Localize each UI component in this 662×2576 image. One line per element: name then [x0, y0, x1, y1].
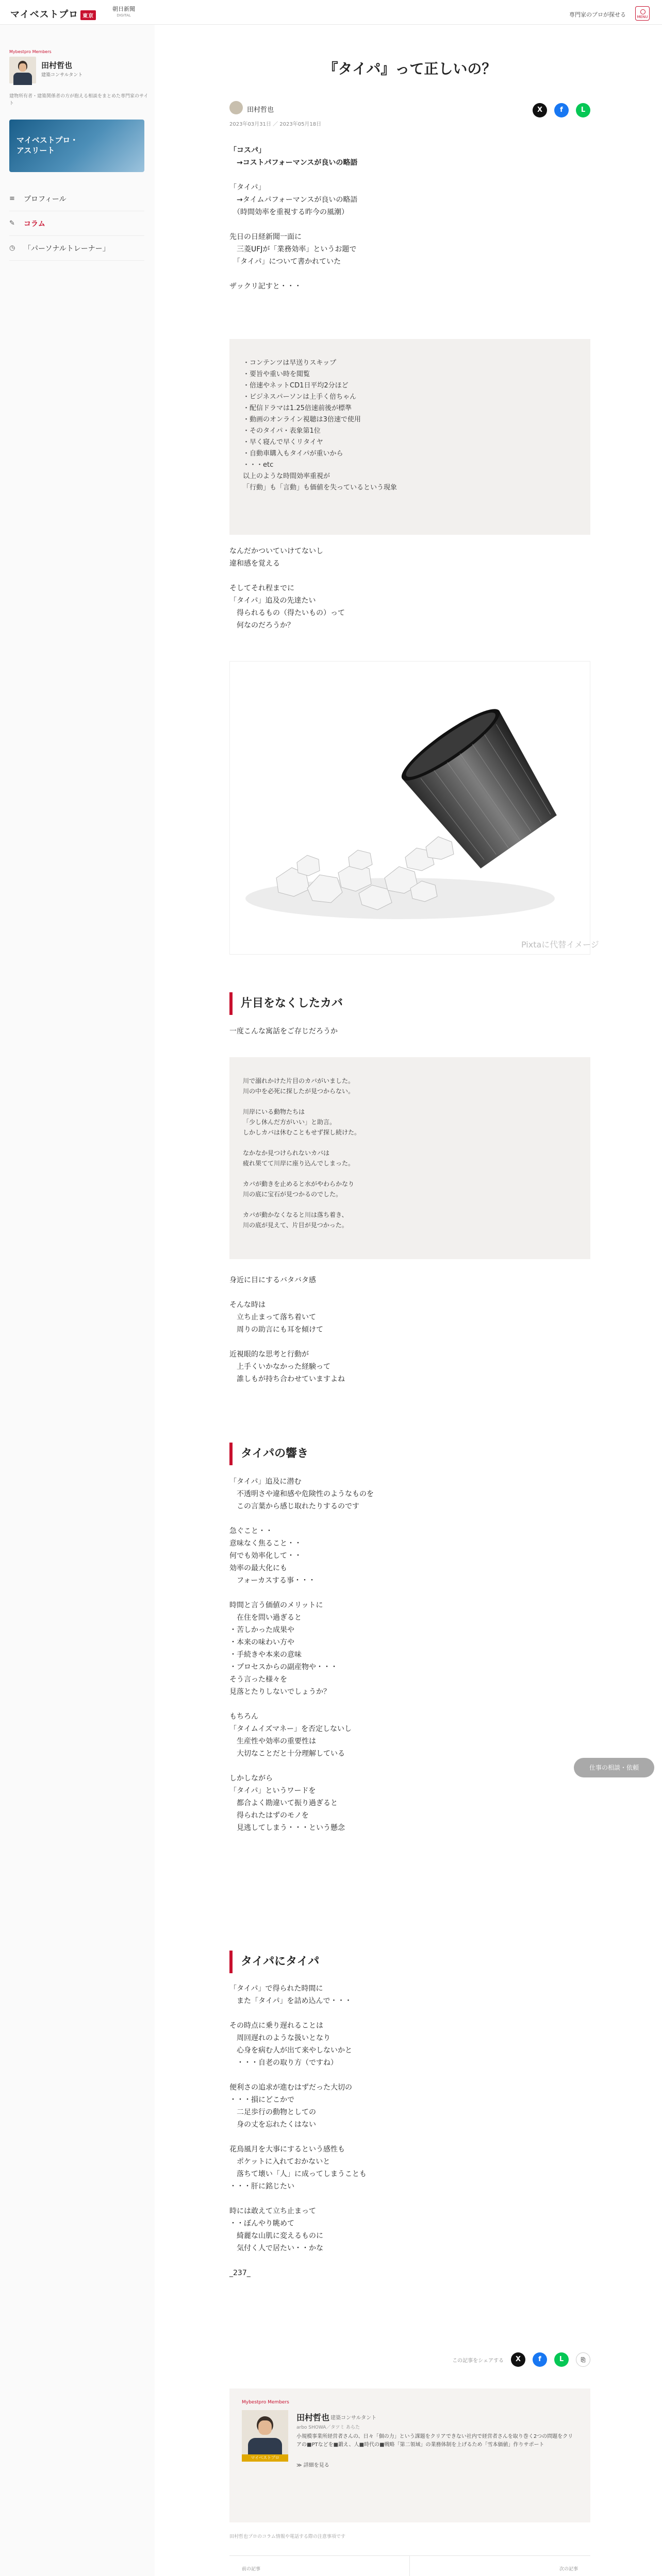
- section1-intro: [229, 1025, 590, 1050]
- pen-icon: ✎: [9, 219, 15, 227]
- header-link[interactable]: 専門家のプロが探せる: [569, 11, 626, 18]
- facebook-share-icon[interactable]: f: [533, 2352, 547, 2367]
- next-article-link[interactable]: [410, 2556, 590, 2576]
- article-meta: [229, 101, 590, 129]
- next-label: 次の記事: [559, 2567, 578, 2572]
- mid-text: [229, 545, 590, 644]
- partner-sub: DIGITAL: [117, 13, 131, 18]
- site-logo[interactable]: [10, 7, 96, 21]
- box-line: ・そのタイパ・表象第1位: [243, 427, 321, 435]
- sidebar-item-label: コラム: [24, 219, 45, 228]
- avatar[interactable]: [9, 57, 36, 83]
- box-line: ・動画のオンライン視聴は3倍速で使用: [243, 416, 361, 423]
- profile-sub: arbo SHOWA／タツミ あらた: [296, 2425, 360, 2430]
- share-buttons: [533, 103, 590, 117]
- section-heading: タイパにタイパ: [229, 1951, 590, 1973]
- paragraph: 花鳥風月を大事にするという感性も ポケットに入れておかないと 落ちて壊い「人」に成ってしまうことも ・・・肝に銘じたい: [229, 2145, 367, 2191]
- consult-button[interactable]: 仕事の相談・依頼: [574, 1758, 654, 1777]
- box-line: ・・・etc: [243, 461, 274, 469]
- profile-footer: 田村哲也プロのコラム情報や電話する際の注意事項です: [229, 2534, 345, 2539]
- author-name[interactable]: 田村哲也: [247, 106, 274, 114]
- copy-link-icon[interactable]: ⎘: [576, 2352, 590, 2367]
- box-line: ・早く寝んで早くリタイヤ: [243, 438, 323, 446]
- sidebar-banner[interactable]: [9, 120, 144, 172]
- section1-text: [229, 1274, 590, 1398]
- menu-button[interactable]: MENU: [635, 6, 650, 21]
- sidebar-item-label: プロフィール: [24, 195, 67, 204]
- paragraph: 一度こんな寓話をご存じだろうか: [229, 1027, 338, 1036]
- box-line: 川で溺れかけた片目のカバがいました。: [243, 1077, 355, 1084]
- intro-text: [229, 144, 590, 305]
- section2-text: [229, 1476, 590, 1846]
- article-main: [229, 25, 599, 2576]
- box-line: 「少し休んだ方がいい」と助言。: [243, 1118, 336, 1126]
- sidebar-role: 建築コンサルタント: [41, 73, 83, 78]
- box-line: [243, 1138, 577, 1148]
- box-line: カバが動きを止めると水がやわらかなり: [243, 1180, 355, 1188]
- paragraph: 時には敢えて立ち止まって ・・ぼんやり眺めて 綺麗な山肌に変えるものに 気付く人で居たい・・かな: [229, 2207, 323, 2252]
- profile-link-label: 詳細を見る: [303, 2463, 329, 2468]
- box-line: 川岸にいる動物たちは: [243, 1108, 305, 1115]
- paragraph: そしてそれ程までに 「タイパ」追及の先達たい 得られるもの（得たいもの）って 何なのだろうか？: [229, 584, 345, 630]
- trash-can-illustration: [230, 662, 599, 955]
- paragraph: 急ぐこと・・ 意味なく焦ること・・ 何でも効率化して・・ 効率の最大化にも フォーカスする事・・・: [229, 1527, 316, 1585]
- clock-icon: ◷: [9, 244, 15, 252]
- sidebar-label: Mybestpro Members: [9, 49, 52, 54]
- profile-detail-link[interactable]: ≫ 詳細を見る: [296, 2463, 329, 2468]
- paragraph: その時点に乗り遅れることは 周回遅れのような扱いとなり 心身を病む人が出て来やしないかと ・・・自老の取り方（ですね）: [229, 2022, 352, 2067]
- line-share-icon[interactable]: L: [576, 103, 590, 117]
- box-line: ・自動車購入もタイパが重いから: [243, 450, 343, 457]
- paragraph: 「タイパ」 →タイムパフォーマンスが良いの略語 （時間効率を重視する昨今の風潮）: [229, 183, 358, 216]
- sidebar-item-profile[interactable]: [9, 187, 144, 211]
- prev-article-link[interactable]: [229, 2556, 410, 2576]
- paragraph: 「タイパ」で得られた時間に また「タイパ」を詰め込んで・・・: [229, 1985, 352, 2005]
- sidebar-item-label: 「パーソナルトレーナー」: [24, 244, 110, 253]
- list-icon: ≡: [9, 195, 15, 202]
- box-line: [243, 1168, 577, 1179]
- paragraph: 「コスパ」 →コストパフォーマンスが良いの略語: [229, 146, 358, 167]
- x-share-icon[interactable]: X: [511, 2352, 525, 2367]
- box-line: 「行動」も「言動」も価値を失っているという現象: [243, 484, 398, 492]
- paragraph: 時間と言う価値のメリットに 在住を問い過ぎると ・苦しかった成果や ・本来の味わい方や ・手続きや本来の意味 ・プロセスからの副産物や・・・ そう言った様々を 見落とたりしないでしょうか？: [229, 1601, 338, 1696]
- profile-photo[interactable]: [242, 2410, 288, 2456]
- sidebar-item-column[interactable]: [9, 211, 144, 236]
- sidebar: [0, 25, 155, 2576]
- paragraph: 近視眼的な思考と行動が 上手くいかなかった経験って 誰しもが持ち合わせていますよね: [229, 1350, 345, 1383]
- paragraph: 「タイパ」追及に潜む 不透明さや違和感や危険性のようなものを この言葉から感じ取れたりするのです: [229, 1478, 374, 1511]
- facebook-share-icon[interactable]: f: [554, 103, 569, 117]
- logo-badge: 東京: [80, 10, 96, 20]
- sidebar-banner-text: マイベストプロ・ アスリート: [16, 135, 78, 155]
- paragraph: ザックリ記すと・・・: [229, 282, 302, 291]
- share-label: この記事をシェアする: [452, 2358, 504, 2364]
- box-line: 川の中を必死に探したが見つからない。: [243, 1088, 355, 1095]
- box-line: [243, 1199, 577, 1210]
- box-line: 川の底が見えて、片目が見つかった。: [243, 1222, 348, 1229]
- quote-box: [229, 339, 590, 535]
- paragraph: 先日の日経新聞一面に 三菱UFJが「業務効率」というお題で 「タイパ」について書かれていた: [229, 233, 357, 266]
- fable-box: [229, 1057, 590, 1259]
- box-line: ・倍速やネットCD1日平均2分ほど: [243, 382, 349, 389]
- section-heading: 片目をなくしたカバ: [229, 992, 590, 1015]
- paragraph: しかしながら 「タイパ」というワードを 都合よく勘違いて振り過ぎると 得られたはずのモノを 見逃してしまう・・・という懸念: [229, 1774, 345, 1832]
- section-heading: タイパの響き: [229, 1443, 590, 1465]
- box-line: ・配信ドラマは1.25倍速前後が標準: [243, 404, 352, 412]
- box-line: 以上のような時間効率重視が: [243, 472, 330, 480]
- profile-desc: 小規模事業所経営者さんの、日々「個の力」という課題をクリアできない社内で経営者さんを取り巻く2つの問題をクリアの■PTなどを■鍛え、人■時代の■戦略「第二領域」の業務体制を上げるため「雪本価値」作りサポート: [296, 2434, 573, 2448]
- box-line: 疲れ果てて川岸に座り込んでしまった。: [243, 1160, 355, 1167]
- page-title: 『タイパ』って正しいの？: [323, 60, 496, 77]
- x-share-icon[interactable]: X: [533, 103, 547, 117]
- paragraph: そんな時は 立ち止まって落ち着いて 周りの助言にも耳を傾けて: [229, 1301, 323, 1334]
- line-share-icon[interactable]: L: [554, 2352, 569, 2367]
- article-nav: [229, 2555, 590, 2576]
- box-line: カバが動かなくなると川は落ち着き、: [243, 1211, 348, 1218]
- profile-badge: マイベストプロ: [242, 2454, 288, 2462]
- box-line: [243, 1096, 577, 1107]
- article-photo: [229, 661, 599, 955]
- profile-name[interactable]: 田村哲也: [296, 2413, 330, 2422]
- logo-text: マイベストプロ: [10, 9, 79, 20]
- box-line: ・要旨や重い時を閲覧: [243, 370, 310, 378]
- box-line: なかなか見つけられないカバは: [243, 1149, 330, 1157]
- partner-name: 朝日新聞: [112, 6, 135, 12]
- bottom-share-bar: [229, 2349, 590, 2370]
- section3-text: [229, 1982, 590, 2292]
- box-line: ・ビジネスパーソンは上手く倍ちゃん: [243, 393, 357, 401]
- paragraph: なんだかついていけてないし 違和感を覚える: [229, 547, 323, 568]
- photo-watermark: Pixtaに代替イメージ: [521, 940, 599, 950]
- box-line: しかしカバは休むこともせず探し続けた。: [243, 1129, 361, 1136]
- paragraph: _237_: [229, 2269, 251, 2277]
- paragraph: 身近に目にするバタバタ感: [229, 1276, 316, 1284]
- box-line: ・コンテンツは早送りスキップ: [243, 359, 337, 367]
- profile-tag: Mybestpro Members: [242, 2400, 289, 2405]
- author-avatar[interactable]: [229, 101, 243, 114]
- paragraph: 便利さの追求が進むはずだった大切の ・・・損にどこかで 二足歩行の動物としての 身の丈を忘れたくはない: [229, 2083, 352, 2129]
- profile-role: 建築コンサルタント: [330, 2415, 377, 2421]
- box-line: 川の底に宝石が見つかるのでした。: [243, 1191, 342, 1198]
- sidebar-name[interactable]: 田村哲也: [41, 61, 73, 70]
- site-header: [0, 0, 662, 25]
- sidebar-desc: 建物所有者・建築関係者の方が抱える相談をまとめた専門家のサイト: [9, 94, 148, 106]
- article-date: 2023年03月31日 ／ 2023年05月18日: [229, 122, 322, 127]
- sidebar-item-trainer[interactable]: [9, 236, 144, 261]
- partner-logo[interactable]: [112, 6, 135, 19]
- prev-label: 前の記事: [242, 2567, 261, 2572]
- paragraph: もちろん 「タイムイズマネー」を否定しないし 生産性や効率の重要性は 大切なことだと十分理解している: [229, 1713, 352, 1758]
- sidebar-menu: [9, 187, 144, 261]
- profile-card: [229, 2388, 590, 2522]
